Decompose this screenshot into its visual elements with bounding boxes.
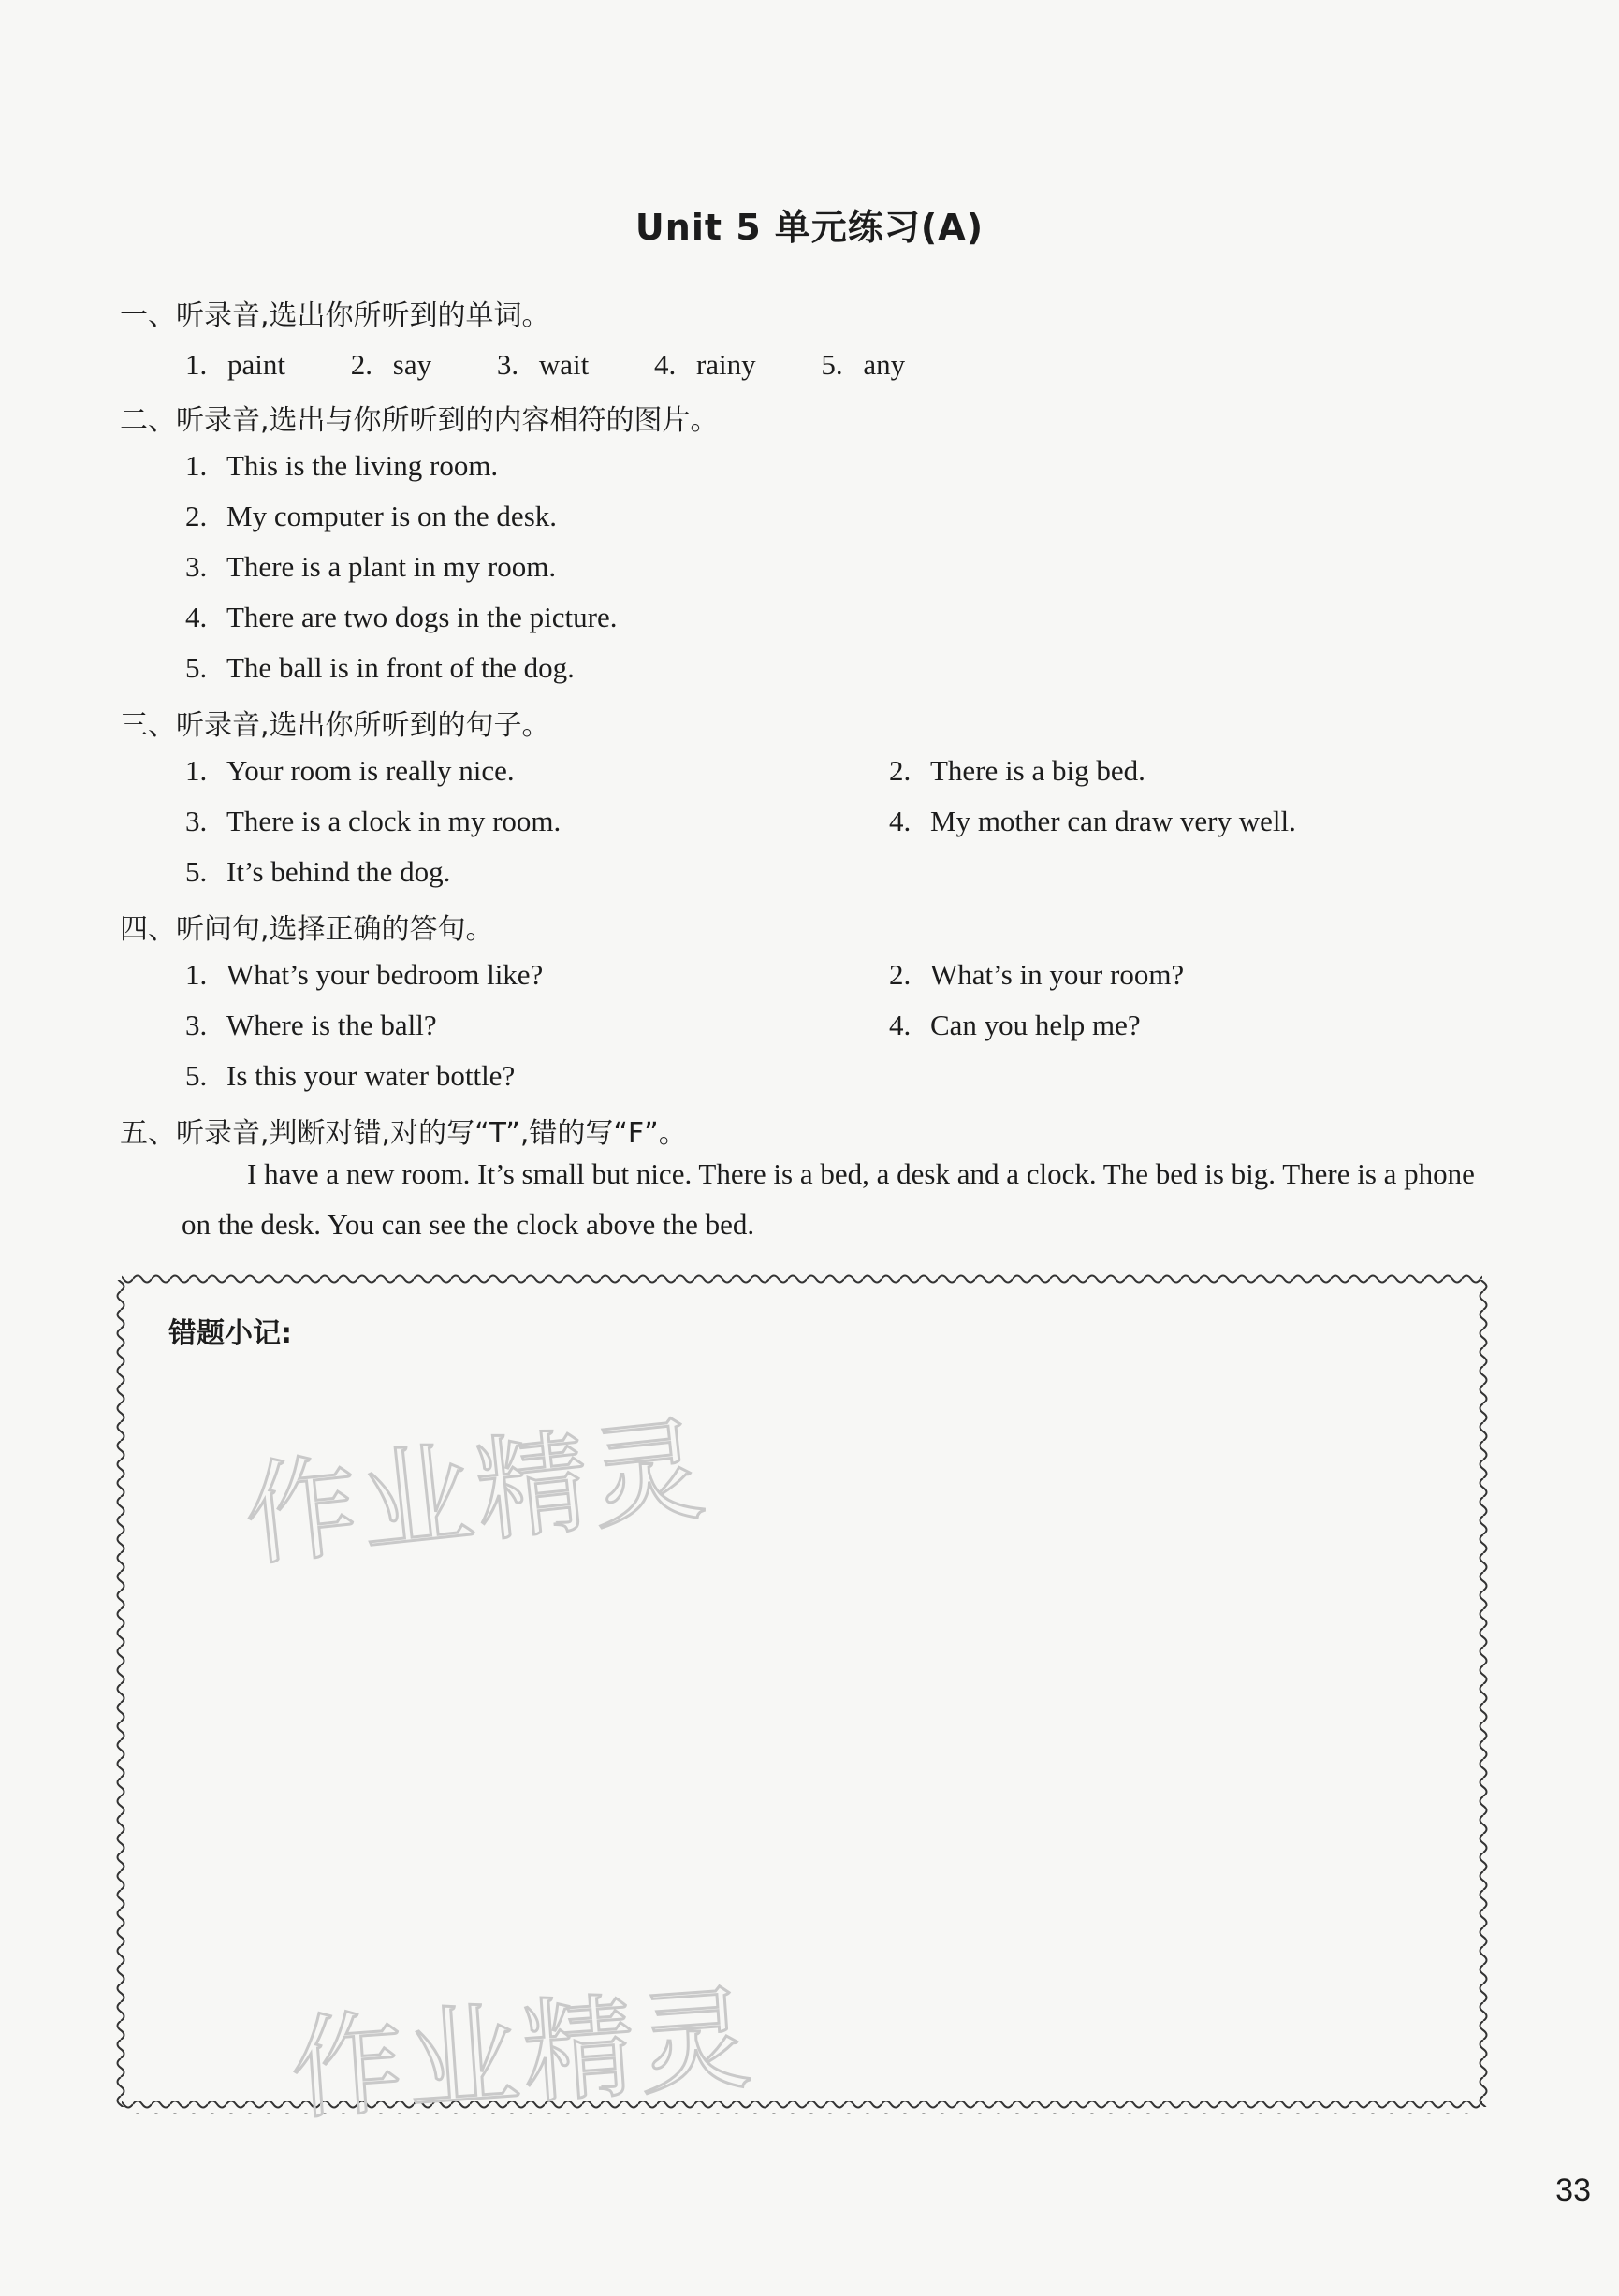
section-4-item: 2. What’s in your room? [889, 958, 1185, 991]
word-1: paint [227, 348, 285, 381]
section-2-item: 5. The ball is in front of the dog. [185, 651, 575, 684]
section-1-word-list [185, 348, 905, 382]
section-4-item: 3. Where is the ball? [185, 1009, 437, 1041]
section-5-passage: I have a new room. It’s small but nice. There is a bed, a desk and a clock. The bed is big. There is a phone on the desk. You can see the clock above the bed. [182, 1157, 1475, 1241]
section-2-item: 1. This is the living room. [185, 449, 499, 482]
page-number: 33 [1555, 2172, 1591, 2208]
section-2-heading: 二、听录音,选出与你所听到的内容相符的图片。 [120, 404, 719, 437]
watermark: 作业精灵 [239, 1404, 715, 1583]
notes-label: 错题小记: [168, 1317, 292, 1350]
section-3-item: 4. My mother can draw very well. [889, 805, 1296, 837]
word-5-number: 5. [821, 348, 843, 381]
word-2-number: 2. [350, 348, 372, 381]
section-4-item: 4. Can you help me? [889, 1009, 1141, 1041]
section-5-heading: 五、听录音,判断对错,对的写“T”,错的写“F”。 [120, 1117, 687, 1150]
word-1-number: 1. [185, 348, 208, 381]
word-3-number: 3. [496, 348, 519, 381]
section-1-heading: 一、听录音,选出你所听到的单词。 [120, 299, 550, 332]
watermark: 作业精灵 [286, 1973, 759, 2137]
word-4-number: 4. [653, 348, 677, 381]
word-5: any [863, 348, 906, 381]
page-title: Unit 5 单元练习(A) [634, 207, 985, 248]
section-3-item: 5. It’s behind the dog. [185, 855, 451, 888]
word-4: rainy [695, 348, 756, 381]
section-2-item: 4. There are two dogs in the picture. [185, 601, 618, 633]
word-3: wait [538, 348, 590, 381]
section-4-heading: 四、听问句,选择正确的答句。 [120, 913, 494, 946]
word-2: say [392, 348, 432, 381]
section-2-item: 2. My computer is on the desk. [185, 500, 558, 532]
section-3-item: 2. There is a big bed. [889, 754, 1145, 787]
section-4-item: 1. What’s your bedroom like? [185, 958, 544, 991]
section-2-item: 3. There is a plant in my room. [185, 550, 557, 583]
section-3-heading: 三、听录音,选出你所听到的句子。 [120, 709, 550, 742]
section-4-item: 5. Is this your water bottle? [185, 1059, 516, 1092]
section-3-item: 3. There is a clock in my room. [185, 805, 562, 837]
section-3-item: 1. Your room is really nice. [185, 754, 515, 787]
